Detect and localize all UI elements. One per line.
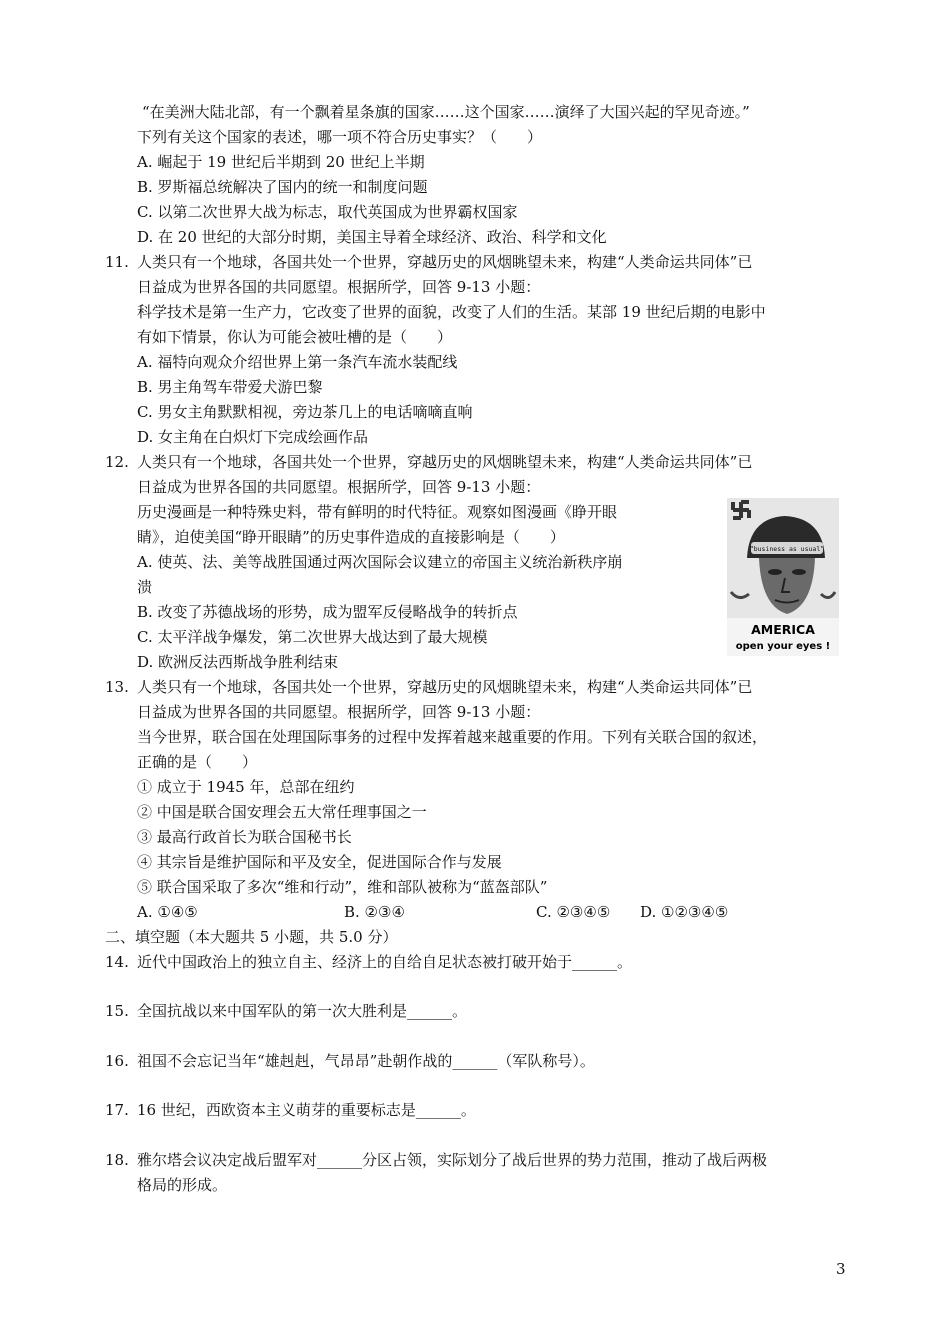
q11-stem-line-2: 有如下情景，你认为可能会被吐槽的是（ ） [137,328,453,346]
q13-stem-line-1: 当今世界，联合国在处理国际事务的过程中发挥着越来越重要的作用。下列有关联合国的叙述， [137,728,768,746]
cartoon-caption-america: AMERICA [751,622,815,637]
q18-number: 18. [105,1151,129,1169]
q15-number: 15. [105,1002,129,1020]
q13-intro-line-1: 人类只有一个地球，各国共处一个世界，穿越历史的风烟眺望未来，构建“人类命运共同体”已 [137,678,753,696]
q16-text: 祖国不会忘记当年“雄赳赳，气昂昂”赴朝作战的______（军队称号）。 [137,1052,595,1070]
q12-stem-line-1: 历史漫画是一种特殊史料，带有鲜明的时代特征。观察如图漫画《睁开眼 [137,503,618,521]
q12-number: 12. [105,453,129,471]
q14-text: 近代中国政治上的独立自主、经济上的自给自足状态被打破开始于______。 [137,953,633,971]
q12-stem-line-2: 睛》，迫使美国“睁开眼睛”的历史事件造成的直接影响是（ ） [137,528,565,546]
q13-item-2: ② 中国是联合国安理会五大常任理事国之一 [137,803,427,821]
q12-option-c: C. 太平洋战争爆发，第二次世界大战达到了最大规模 [137,628,488,646]
q11-option-d: D. 女主角在白炽灯下完成绘画作品 [137,428,369,446]
cartoon-banner-text: “business as usual” [749,545,825,553]
q11-intro-line-1: 人类只有一个地球，各国共处一个世界，穿越历史的风烟眺望未来，构建“人类命运共同体”已 [137,253,753,271]
q11-option-b: B. 男主角驾车带爱犬游巴黎 [137,378,323,396]
section-heading-fill-in: 二、填空题（本大题共 5 小题，共 5.0 分） [105,928,398,946]
q11-number: 11. [105,253,129,271]
q12-option-d: D. 欧洲反法西斯战争胜利结束 [137,653,339,671]
q13-number: 13. [105,678,129,696]
q18-text-line-2: 格局的形成。 [137,1176,228,1194]
q13-item-4: ④ 其宗旨是维护国际和平及安全，促进国际合作与发展 [137,853,502,871]
q10-option-c: C. 以第二次世界大战为标志，取代英国成为世界霸权国家 [137,203,518,221]
q12-option-a: A. 使英、法、美等战胜国通过两次国际会议建立的帝国主义统治新秩序崩 [137,553,623,571]
q12-cartoon-image [727,498,839,656]
q12-intro-line-2: 日益成为世界各国的共同愿望。根据所学，回答 9-13 小题： [137,478,541,496]
q10-stem-line-1: “在美洲大陆北部，有一个飘着星条旗的国家……这个国家……演绎了大国兴起的罕见奇迹。” [142,103,750,121]
q12-option-a-cont: 溃 [137,578,153,596]
q11-option-a: A. 福特向观众介绍世界上第一条汽车流水装配线 [137,353,458,371]
q12-option-b: B. 改变了苏德战场的形势，成为盟军反侵略战争的转折点 [137,603,518,621]
q10-option-b: B. 罗斯福总统解决了国内的统一和制度问题 [137,178,428,196]
q13-option-d: D. ①②③④⑤ [640,903,729,921]
q13-item-1: ① 成立于 1945 年，总部在纽约 [137,778,355,796]
page-number: 3 [836,1260,846,1278]
q11-intro-line-2: 日益成为世界各国的共同愿望。根据所学，回答 9-13 小题： [137,278,541,296]
q12-intro-line-1: 人类只有一个地球，各国共处一个世界，穿越历史的风烟眺望未来，构建“人类命运共同体”已 [137,453,753,471]
q17-text: 16 世纪，西欧资本主义萌芽的重要标志是______。 [137,1101,476,1119]
cartoon-caption-open-eyes: open your eyes ! [735,641,831,652]
q13-option-b: B. ②③④ [344,903,405,921]
q15-text: 全国抗战以来中国军队的第一次大胜利是______。 [137,1002,468,1020]
q13-option-c: C. ②③④⑤ [536,903,611,921]
q11-option-c: C. 男女主角默默相视，旁边茶几上的电话嘀嘀直响 [137,403,473,421]
q13-item-3: ③ 最高行政首长为联合国秘书长 [137,828,352,846]
q16-number: 16. [105,1052,129,1070]
q10-option-a: A. 崛起于 19 世纪后半期到 20 世纪上半期 [137,153,425,171]
q11-stem-line-1: 科学技术是第一生产力，它改变了世界的面貌，改变了人们的生活。某部 19 世纪后期的电影中 [137,303,766,321]
q13-intro-line-2: 日益成为世界各国的共同愿望。根据所学，回答 9-13 小题： [137,703,541,721]
q13-stem-line-2: 正确的是（ ） [137,753,258,771]
q14-number: 14. [105,953,129,971]
q13-item-5: ⑤ 联合国采取了多次“维和行动”，维和部队被称为“蓝盔部队” [137,878,548,896]
q13-option-a: A. ①④⑤ [137,903,198,921]
q18-text-line-1: 雅尔塔会议决定战后盟军对______分区占领，实际划分了战后世界的势力范围，推动了战后两极 [137,1151,768,1169]
q10-option-d: D. 在 20 世纪的大部分时期，美国主导着全球经济、政治、科学和文化 [137,228,607,246]
q10-stem-line-2: 下列有关这个国家的表述，哪一项不符合历史事实？（ ） [137,128,543,146]
q17-number: 17. [105,1101,129,1119]
